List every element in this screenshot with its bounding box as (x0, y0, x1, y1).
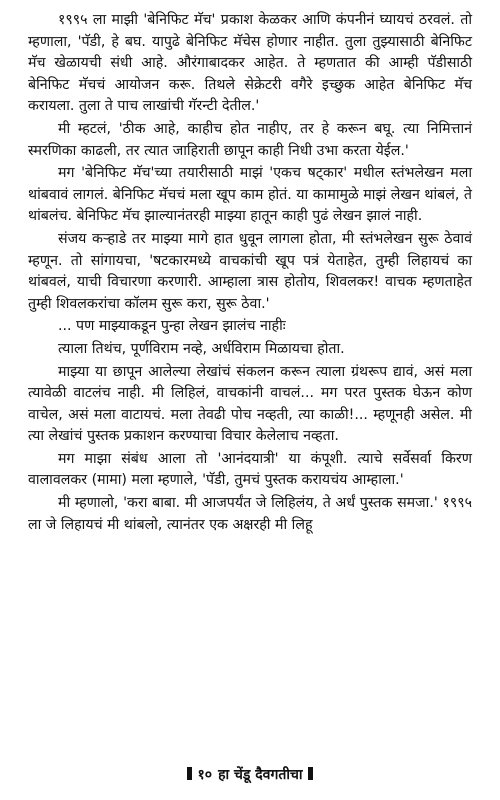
page-footer (0, 765, 500, 785)
paragraph: मी म्हटलं, 'ठीक आहे, काहीच होत नाहीए, तर हे करून बघू. त्या निमित्तानं स्मरणिका काढली, तर त्यात जाहिराती छापून काही निधी उभा करता येईल.' (28, 120, 472, 159)
body-text (28, 10, 472, 536)
book-title: हा चेंडू दैवगतीचा (218, 767, 303, 783)
footer-bar-right (308, 767, 313, 780)
page-number: १० (197, 767, 213, 783)
paragraph: १९९५ ला माझी 'बेनिफिट मॅच' प्रकाश केळकर आणि कंपनीनं घ्यायचं ठरवलं. तो म्हणाला, 'पॅडी, हे बघ. यापुढे बेनिफिट मॅचेस होणार नाहीत. तुला तुझ्यासाठी बेनिफिट मॅच खेळायची संधी आहे. औरंगाबादकर आहेत. ते म्हणतात की आम्ही पॅडीसाठी बेनिफिट मॅचचं आयोजन करू. तिथले सेक्रेटरी वगैरे इच्छुक आहेत बेनिफिट मॅच करायला. तुला ते पाच लाखांची गॅरन्टी देतील.' (28, 12, 472, 115)
paragraph: मग 'बेनिफिट मॅच'च्या तयारीसाठी माझं 'एकच षट्कार' मधील स्तंभलेखन मला थांबवावं लागलं. बेनिफिट मॅचचं मला खूप काम होतं. या कामामुळे माझं लेखन थांबलं, ते थांबलंच. बेनिफिट मॅच झाल्यानंतरही माझ्या हातून काही पुढं लेखन झालं नाही. (28, 165, 472, 225)
footer-bar-left (187, 767, 192, 780)
paragraph: संजय कऱ्हाडे तर माझ्या मागे हात धुवून लागला होता, मी स्तंभलेखन सुरू ठेवावं म्हणून. तो सांगायचा, 'षटकारमध्ये वाचकांची खूप पत्रं येताहेत, तुम्ही लिहायचं का थांबवलं, याची विचारणा करणारी. आम्हाला त्रास होतोय, शिवलकर! वाचक म्हणताहेत तुम्ही शिवलकरांचा कॉलम सुरू करा, सुरू ठेवा.' (28, 230, 472, 312)
paragraph: मग माझा संबंध आला तो 'आनंदयात्री' या कंपूशी. त्याचे सर्वेसर्वा किरण वालावलकर (मामा) मला म्हणाले, 'पॅडी, तुमचं पुस्तक करायचंय आम्हाला.' (28, 450, 472, 489)
paragraph: माझ्या या छापून आलेल्या लेखांचं संकलन करून त्याला ग्रंथरूप द्यावं, असं मला त्यावेळी वाटलंच नाही. मी लिहिलं, वाचकांनी वाचलं... मग परत पुस्तक घेऊन कोण वाचेल, असं मला वाटायचं. मला तेवढी पोच नव्हती, त्या काळी!... म्हणूनही असेल. मी त्या लेखांचं पुस्तक प्रकाशन करण्याचा विचार केलेलाच नव्हता. (28, 363, 472, 445)
paragraph: मी म्हणालो, 'करा बाबा. मी आजपर्यंत जे लिहिलंय, ते अर्धं पुस्तक समजा.' १९९५ ला जे लिहायचं मी थांबलो, त्यानंतर एक अक्षरही मी लिहू (28, 495, 472, 533)
paragraph: त्याला तिथंच, पूर्णविराम नव्हे, अर्धविराम मिळायचा होता. (58, 340, 345, 357)
paragraph: ... पण माझ्याकडून पुन्हा लेखन झालंच नाहीः (58, 318, 286, 335)
